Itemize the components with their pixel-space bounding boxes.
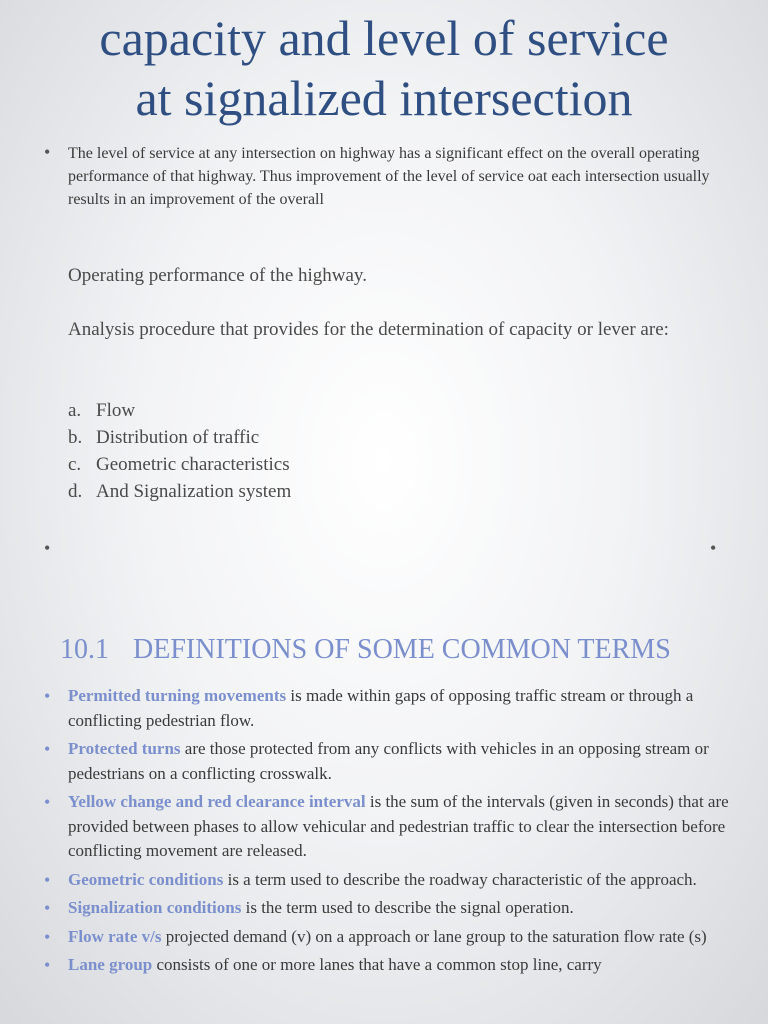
- slide-2: [0, 590, 768, 1024]
- definition-item: [44, 925, 734, 950]
- definition-text: consists of one or more lanes that have a common stop line, carry: [152, 955, 602, 974]
- analysis-procedure-text: Analysis procedure that provides for the determination of capacity or lever are:: [68, 319, 669, 340]
- definition-item: [44, 684, 734, 733]
- factor-list: [68, 397, 728, 505]
- title-line-2: at signalized intersection: [135, 70, 633, 126]
- definition-text: is a term used to describe the roadway characteristic of the approach.: [223, 869, 697, 889]
- definition-term: Flow rate v/s: [68, 926, 162, 946]
- definition-item: [44, 737, 734, 786]
- list-item: c. Geometric characteristics: [68, 454, 290, 475]
- definition-term: Permitted turning movements: [68, 686, 287, 705]
- definition-text: is the term used to describe the signal operation.: [241, 898, 574, 917]
- bullet-icon: •: [44, 898, 51, 918]
- section-title-text: DEFINITIONS OF SOME COMMON TERMS: [133, 634, 671, 665]
- bullet-icon: •: [44, 869, 51, 890]
- intro-paragraph: The level of service at any intersection on highway has a significant effect on the overall operating performance of that highway. Thus improvement of the level of service oat each intersection usually results in an improvement of the overall: [68, 145, 710, 208]
- definition-text: are those protected from any conflicts with vehicles in an opposing stream or pedestrians on a conflicting crosswalk.: [68, 739, 709, 783]
- bullet-icon: •: [44, 955, 51, 975]
- list-item: a. Flow: [68, 400, 136, 421]
- definition-term: Protected turns: [68, 739, 181, 758]
- bullet-icon: •: [44, 792, 51, 812]
- definition-text: is made within gaps of opposing traffic stream or through a conflicting pedestrian flow.: [68, 686, 694, 730]
- definition-text: projected demand (v) on a approach or lane group to the saturation flow rate (s): [161, 926, 707, 946]
- definition-term: Geometric conditions: [68, 869, 224, 889]
- bullet-icon: •: [44, 142, 51, 162]
- definition-term: Lane group: [68, 955, 153, 974]
- empty-bullet-right-icon: •: [710, 538, 717, 558]
- definition-item: [44, 896, 734, 921]
- definition-item: [44, 953, 734, 978]
- definition-term: Signalization conditions: [68, 898, 242, 917]
- slide-title: [0, 8, 768, 128]
- list-item: b. Distribution of traffic: [68, 427, 260, 448]
- empty-bullet-left-icon: •: [44, 538, 51, 558]
- operating-performance-text: Operating performance of the highway.: [68, 265, 367, 286]
- bullet-icon: •: [44, 739, 51, 759]
- bullet-icon: •: [44, 686, 51, 706]
- definition-term: Yellow change and red clearance interval: [68, 792, 366, 811]
- section-heading: [60, 632, 760, 668]
- definition-item: [44, 790, 734, 864]
- definitions-list: [44, 684, 734, 982]
- section-number: 10.1: [60, 634, 109, 665]
- list-item: d. And Signalization system: [68, 481, 292, 502]
- definition-text: is the sum of the intervals (given in seconds) that are provided between phases to allow vehicular and pedestrian traffic to clear the intersection before conflicting movement are released.: [68, 792, 729, 860]
- definition-item: [44, 868, 734, 893]
- title-line-1: capacity and level of service: [99, 10, 669, 66]
- bullet-icon: •: [44, 926, 51, 947]
